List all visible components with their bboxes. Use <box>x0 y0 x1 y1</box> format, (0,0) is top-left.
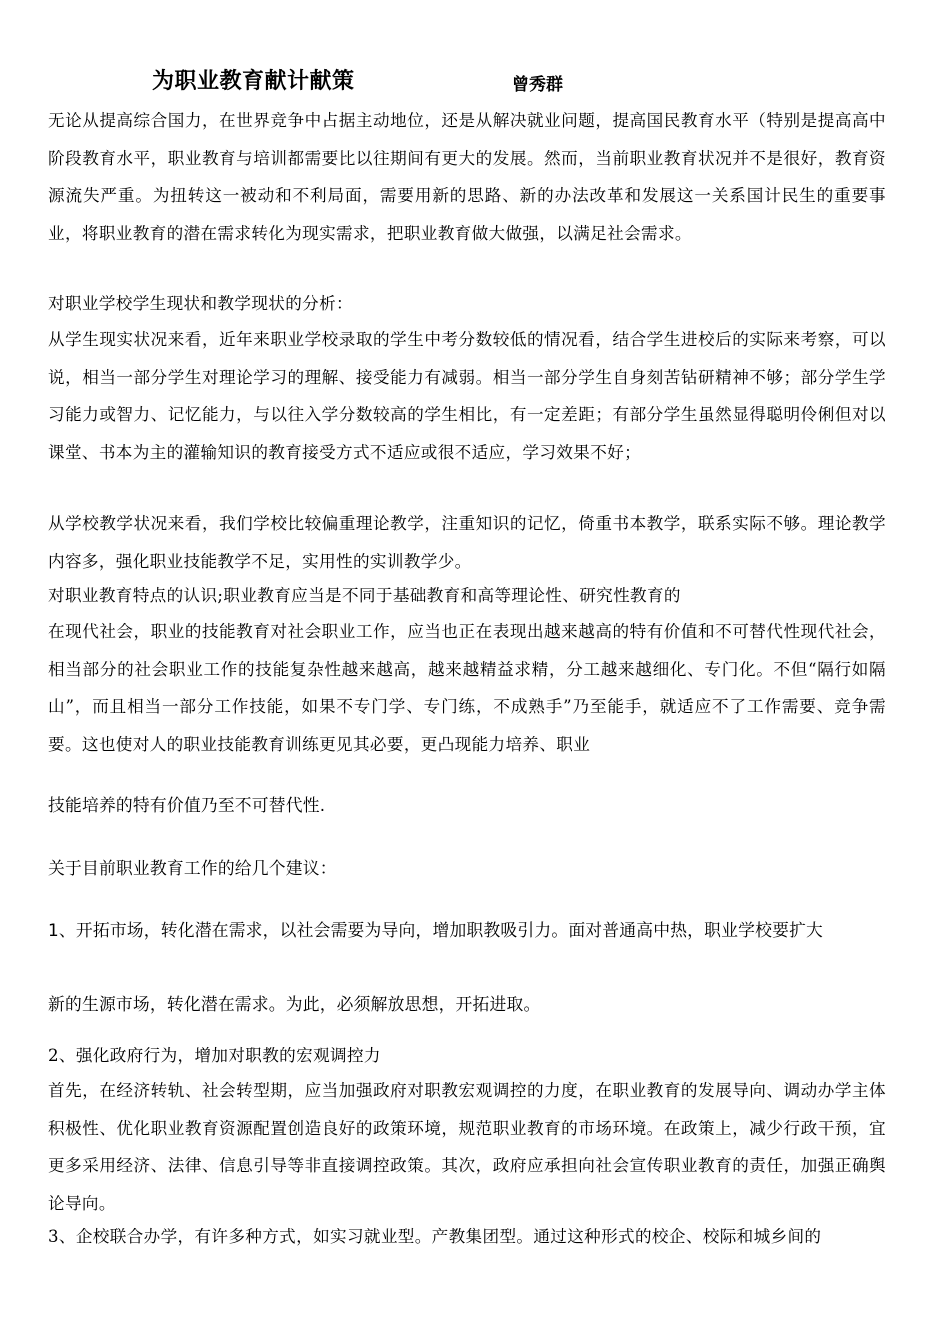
paragraph-teaching-status: 从学校教学状况来看，我们学校比较偏重理论教学，注重知识的记忆，倚重书本教学，联系实际不够。理论教学内容多，强化职业技能教学不足，实用性的实训教学少。 <box>48 514 886 571</box>
suggestion-1: 1、开拓市场，转化潜在需求，以社会需要为导向，增加职教吸引力。面对普通高中热，职业学校要扩大 <box>48 920 824 940</box>
paragraph-intro: 无论从提高综合国力，在世界竞争中占据主动地位，还是从解决就业问题，提高国民教育水平（特别是提高高中阶段教育水平，职业教育与培训都需要比以往期间有更大的发展。然而，当前职业教育状况并不是很好，教育资源流失严重。为扭转这一被动和不利局面，需要用新的思路、新的办法改革和发展这一关系国计民生的重要事业，将职业教育的潜在需求转化为现实需求，把职业教育做大做强，以满足社会需求。 <box>48 111 886 243</box>
paragraph-skill-value: 技能培养的特有价值乃至不可替代性. <box>48 795 326 815</box>
suggestion-1-continued: 新的生源市场，转化潜在需求。为此，必须解放思想，开拓进取。 <box>48 994 541 1014</box>
paragraph-suggestions-heading: 关于目前职业教育工作的给几个建议： <box>48 858 337 878</box>
suggestion-3: 3、企校联合办学，有许多种方式，如实习就业型。产教集团型。通过这种形式的校企、校际和城乡间的 <box>48 1227 822 1246</box>
paragraph-modern-society: 在现代社会，职业的技能教育对社会职业工作，应当也正在表现出越来越高的特有价值和不可替代性现代社会，相当部分的社会职业工作的技能复杂性越来越高，越来越精益求精，分工越来越细化、专门化。不但“隔行如隔山”，而且相当一部分工作技能，如果不专门学、专门练，不成熟手”乃至能手，就适应不了工作需要、竞争需要。这也使对人的职业技能教育训练更见其必要，更凸现能力培养、职业 <box>48 622 886 754</box>
paragraph-student-status: 从学生现实状况来看，近年来职业学校录取的学生中考分数较低的情况看，结合学生进校后的实际来考察，可以说，相当一部分学生对理论学习的理解、接受能力有减弱。相当一部分学生自身刻苦钻研精神不够；部分学生学习能力或智力、记忆能力，与以往入学分数较高的学生相比，有一定差距；有部分学生虽然显得聪明伶俐但对以课堂、书本为主的灌输知识的教育接受方式不适应或很不适应，学习效果不好； <box>48 330 886 462</box>
paragraph-government: 首先，在经济转轨、社会转型期，应当加强政府对职教宏观调控的力度，在职业教育的发展导向、调动办学主体积极性、优化职业教育资源配置创造良好的政策环境，规范职业教育的市场环境。在政策上，减少行政干预，宜更多采用经济、法律、信息引导等非直接调控政策。其次，政府应承担向社会宣传职业教育的责任，加强正确舆论导向。 <box>48 1081 886 1213</box>
document-author: 曾秀群 <box>512 75 563 95</box>
paragraph-features: 对职业教育特点的认识;职业教育应当是不同于基础教育和高等理论性、研究性教育的 <box>48 586 681 605</box>
title-row <box>0 64 950 98</box>
suggestion-2: 2、强化政府行为，增加对职教的宏观调控力 <box>48 1046 381 1065</box>
document-title: 为职业教育献计献策 <box>152 69 355 94</box>
paragraph-heading-analysis: 对职业学校学生现状和教学现状的分析： <box>48 294 353 313</box>
